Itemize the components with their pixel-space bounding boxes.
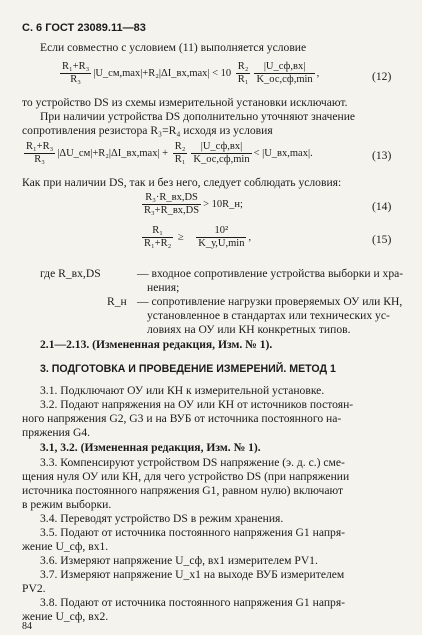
eq13-lhs-denominator: R₃ (34, 154, 45, 165)
equation-15 (140, 225, 251, 250)
where-label: где R_вх,DS (40, 267, 101, 280)
para-3-3-line3: источника постоянного напряжения G1, равном нулю) включают (22, 484, 344, 497)
eq13-number: (13) (372, 149, 392, 162)
where-def2-line2: установленное в стандартах или технических ус- (147, 309, 390, 322)
para-3-7-line2: PV2. (22, 582, 46, 595)
eq13-rhs: < |U_вх,max|. (253, 147, 313, 159)
where-def1-line2: нения; (147, 281, 180, 294)
amendment-note-2: 3.1, 3.2. (Измененная редакция, Изм. № 1). (40, 441, 261, 454)
amendment-note-1: 2.1—2.13. (Измененная редакция, Изм. № 1). (40, 338, 273, 351)
eq15-comma: , (248, 231, 252, 243)
eq15-denominator: R₁+R₂ (144, 238, 172, 249)
eq15-comparator: ≥ (177, 231, 184, 243)
eq14-numerator: R₃·R_вх,DS (142, 192, 201, 205)
eq13-r-denominator: R₁ (174, 154, 186, 165)
eq14-number: (14) (372, 200, 392, 213)
section-title: 3. ПОДГОТОВКА И ПРОВЕДЕНИЕ ИЗМЕРЕНИЙ. МЕТОД 1 (40, 363, 336, 375)
where-def2-line1: — сопротивление нагрузки проверяемых ОУ или КН, (137, 295, 403, 308)
eq13-lhs-numerator: R₁+R₃ (26, 141, 54, 152)
eq12-r-denominator: R₁ (237, 74, 249, 85)
eq15-r-numerator: 10² (196, 225, 246, 238)
page-header: С. 6 ГОСТ 23089.11—83 (22, 22, 146, 34)
where-label2: R_н (107, 295, 127, 308)
eq12-lhs-denominator: R₃ (70, 74, 81, 85)
para-3-5-line2: жение U_сф, вх1. (22, 540, 109, 553)
para-3-3-line4: в режим выборки. (22, 498, 112, 511)
eq14-rhs: > 10R_н; (203, 198, 243, 210)
equation-12 (58, 61, 319, 86)
para-3-3-line1: 3.3. Компенсируют устройством DS напряжение (э. д. с.) сме- (40, 456, 345, 469)
para-3-2-line3: пряжения G4. (22, 426, 91, 439)
para1-line3: сопротивления резистора R₃=R₄ исходя из условия (22, 124, 273, 137)
eq13-u-numerator: |U_сф,вх| (191, 141, 251, 154)
where-def2-line3: ловиях на ОУ или КН конкретных типов. (147, 323, 351, 336)
eq12-u-numerator: |U_сф,вх| (254, 61, 314, 74)
eq12-lhs-numerator: R₁+R₃ (62, 61, 90, 72)
eq12-lhs-body: |U_см,max|+R₂|ΔI_вх,max| < 10 (93, 67, 232, 79)
eq12-comma: , (316, 67, 320, 79)
eq13-lhs-body: |ΔU_см|+R₂|ΔI_вх,max| + (57, 147, 169, 159)
equation-13 (22, 141, 313, 166)
eq12-k-denominator: K_ос,сф,min (256, 74, 313, 85)
para-3-2-line2: ного напряжения G2, G3 и на ВУБ от источника постоянного на- (22, 412, 342, 425)
intro-line: Если совместно с условием (11) выполняется условие (40, 41, 307, 54)
eq15-number: (15) (372, 233, 392, 246)
para-3-6: 3.6. Измеряют напряжение U_сф, вх1 измерителем PV1. (40, 554, 318, 567)
eq15-numerator: R₁ (142, 225, 173, 238)
where-def1-line1: — входное сопротивление устройства выборки и хра- (137, 267, 404, 280)
para-3-2-line1: 3.2. Подают напряжения на ОУ или КН от источников постоян- (40, 398, 354, 411)
equation-14 (140, 192, 243, 217)
para-3-8-line2: жение U_сф, вх2. (22, 610, 109, 623)
para-3-7-line1: 3.7. Измеряют напряжение U_x1 на выходе ВУБ измерителем (40, 568, 345, 581)
eq14-denominator: R₃+R_вх,DS (144, 205, 200, 216)
eq12-r-numerator: R₂ (237, 61, 249, 72)
para-3-1: 3.1. Подключают ОУ или КН к измерительной установке. (40, 384, 325, 397)
eq15-r-denominator: K_у,U,min (198, 238, 245, 249)
para-3-3-line2: щения нуля ОУ или КН, для чего устройство DS (при напряжении (22, 470, 350, 483)
para1-line1: то устройство DS из схемы измерительной установки исключают. (22, 96, 348, 109)
para-3-8-line1: 3.8. Подают от источника постоянного напряжения G1 напря- (40, 596, 346, 609)
para-3-5-line1: 3.5. Подают от источника постоянного напряжения G1 напря- (40, 526, 346, 539)
para-3-4: 3.4. Переводят устройство DS в режим хранения. (40, 512, 284, 525)
para1-line2: При наличии устройства DS дополнительно уточняют значение (40, 110, 356, 123)
eq13-r-numerator: R₂ (174, 141, 186, 152)
page-number: 84 (22, 621, 32, 632)
eq13-k-denominator: K_ос,сф,min (193, 154, 250, 165)
para2-line1: Как при наличии DS, так и без него, следует соблюдать условия: (22, 176, 342, 189)
eq12-number: (12) (372, 70, 392, 83)
